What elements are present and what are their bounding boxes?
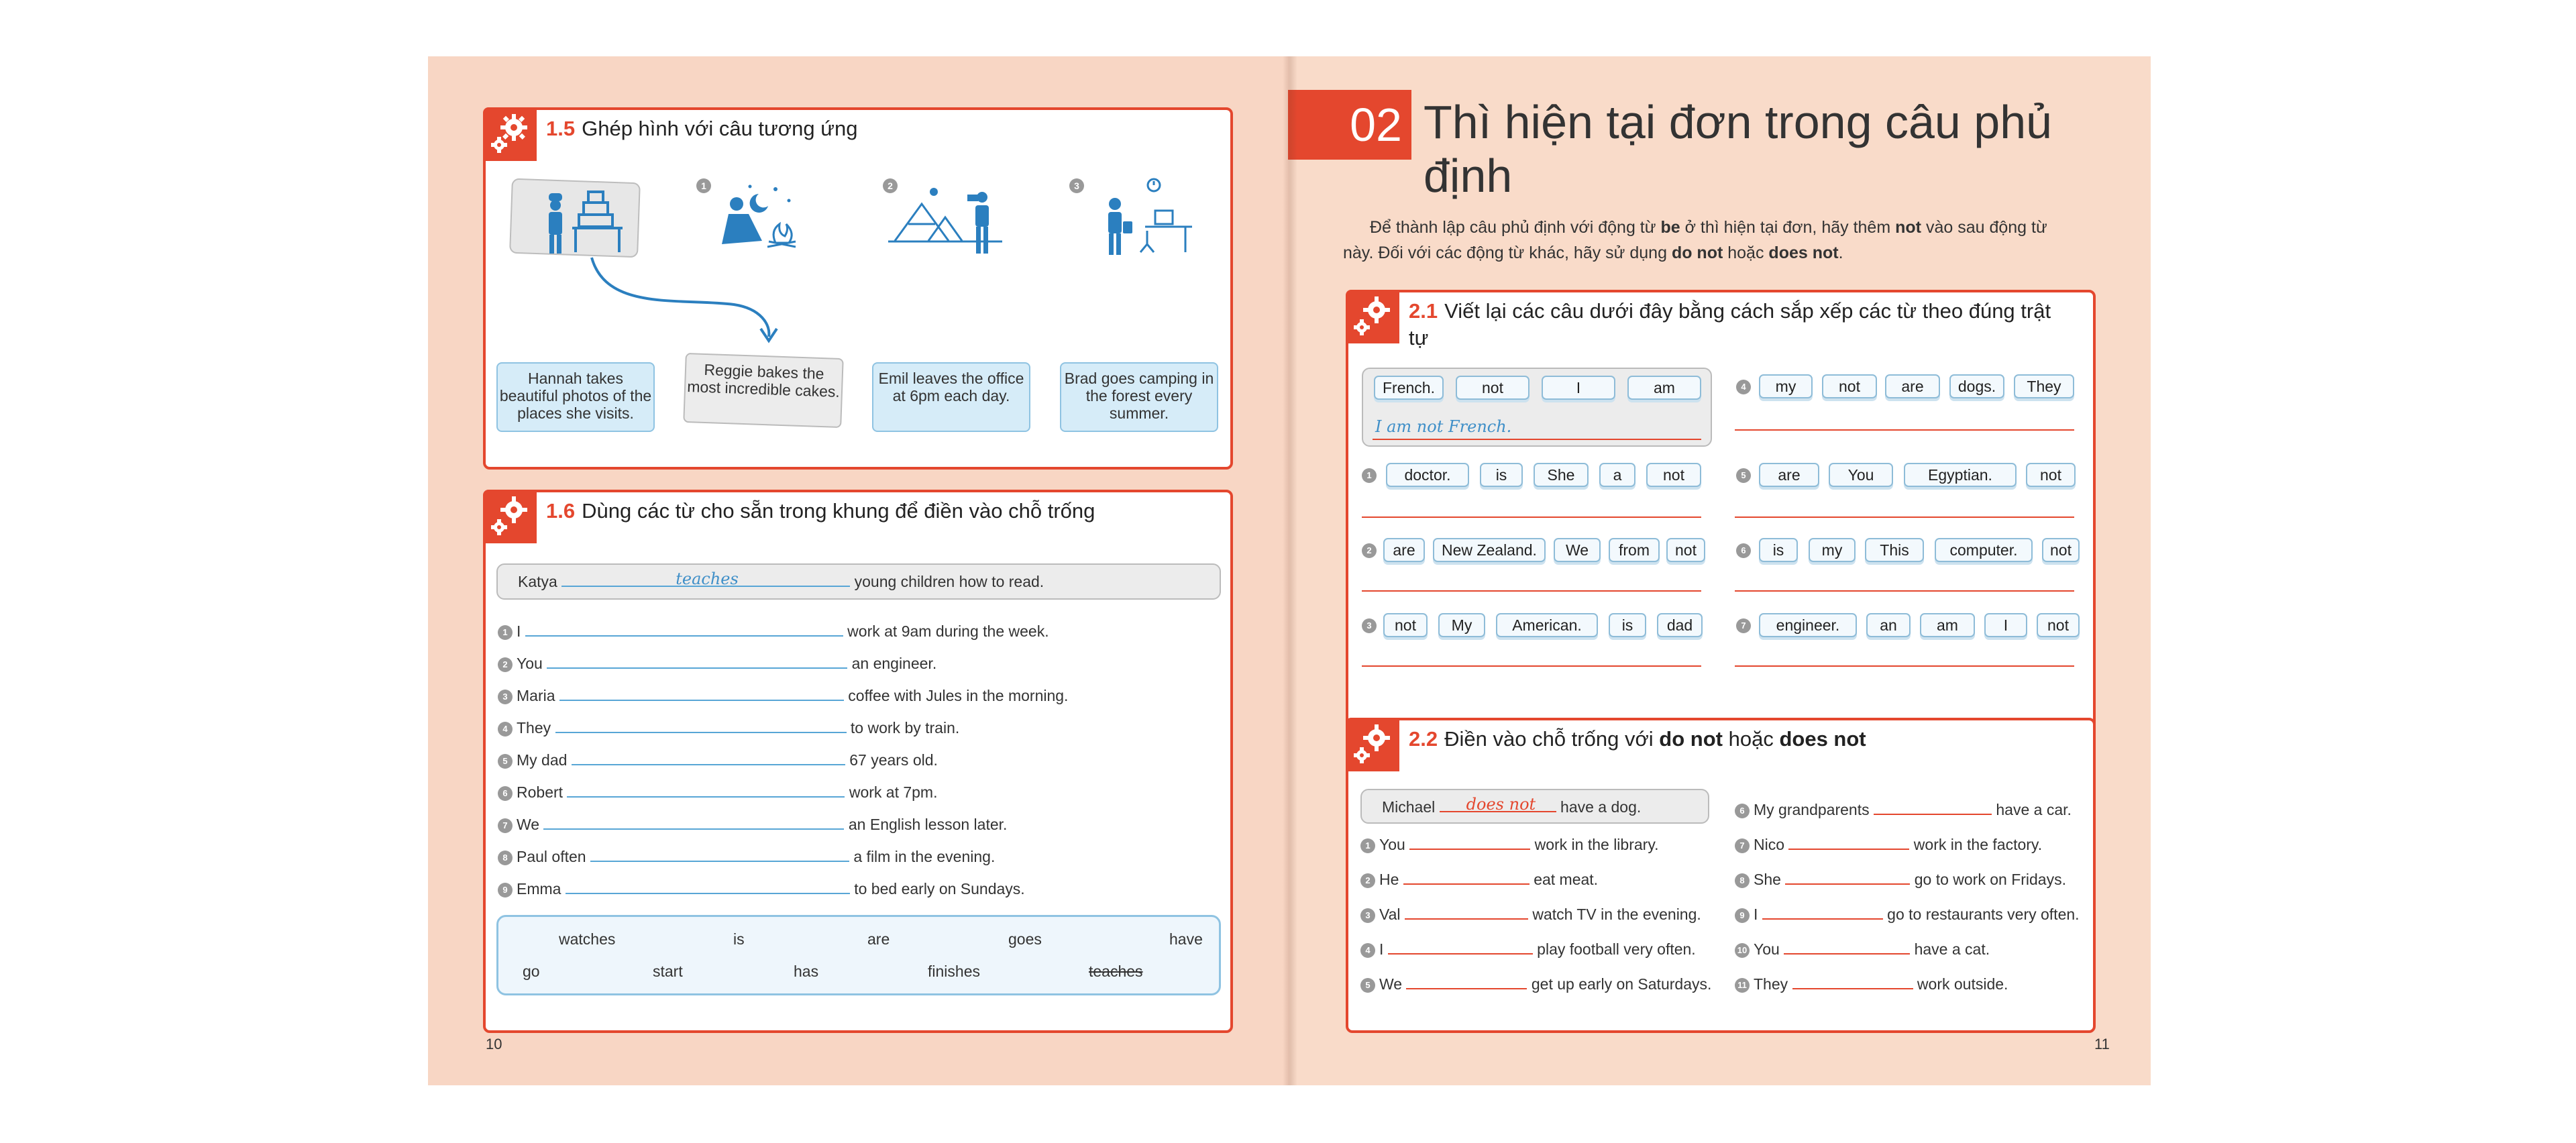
picture-2 (881, 177, 1016, 264)
gear-icon (483, 490, 537, 543)
word-tile[interactable]: am (1920, 613, 1975, 637)
fill-row-6: 6 My grandparents have a car. (1735, 801, 2072, 819)
caption-4: Brad goes camping in the forest every summer. (1060, 362, 1218, 432)
exercise-2-1 (1346, 290, 2096, 754)
fill-row-3: 3 Val watch TV in the evening. (1360, 906, 1701, 924)
fill-row-3: 3 Maria coffee with Jules in the morning. (498, 687, 1068, 705)
example-answer: I am not French. (1375, 417, 1512, 436)
caption-2: Reggie bakes the most incredible cakes. (683, 353, 843, 428)
fill-row-1: 1 You work in the library. (1360, 836, 1659, 854)
answer-line[interactable] (1362, 516, 1701, 518)
exercise-1-6 (483, 490, 1233, 1033)
unit-number-badge: 02 (1288, 90, 1411, 160)
word-tile[interactable]: is (1609, 613, 1646, 637)
exercise-title: 1.5 Ghép hình với câu tương ứng (546, 117, 858, 140)
word-tile[interactable]: not (1646, 463, 1701, 487)
bank-word: watches (559, 930, 616, 948)
answer-line[interactable] (1735, 665, 2074, 667)
word-tile[interactable]: not (1822, 374, 1877, 398)
word-tile[interactable]: New Zealand. (1433, 538, 1546, 562)
answer-blank[interactable] (1785, 871, 1910, 885)
word-tile[interactable]: computer. (1935, 538, 2033, 562)
answer-blank[interactable] (572, 752, 845, 765)
exercise-2-2 (1346, 718, 2096, 1033)
word-tile[interactable]: my (1759, 374, 1813, 398)
word-tile[interactable]: We (1554, 538, 1601, 562)
word-tile[interactable]: They (2014, 374, 2074, 398)
item-number: 3 (1362, 618, 1377, 633)
answer-blank[interactable] (1762, 906, 1883, 920)
match-arrow (580, 251, 781, 345)
word-tile[interactable]: I (1542, 376, 1615, 400)
item-number: 1 (1362, 468, 1377, 483)
word-tile[interactable]: not (1383, 613, 1428, 637)
gear-icon (1346, 290, 1399, 343)
word-tile[interactable]: are (1383, 538, 1425, 562)
fill-row-4: 4 They to work by train. (498, 719, 959, 737)
word-tile[interactable]: French. (1374, 376, 1444, 400)
caption-3: Emil leaves the office at 6pm each day. (872, 362, 1030, 432)
fill-row-10: 10 You have a cat. (1735, 940, 1990, 959)
page-number-left: 10 (486, 1036, 502, 1052)
answer-blank[interactable] (567, 784, 845, 798)
answer-blank[interactable] (547, 655, 847, 669)
fill-row-2: 2 You an engineer. (498, 655, 936, 673)
answer-line[interactable] (1362, 590, 1701, 592)
answer-blank[interactable] (1388, 941, 1533, 955)
answer-blank[interactable] (566, 881, 850, 894)
fill-row-5: 5 We get up early on Saturdays. (1360, 975, 1711, 993)
word-tile[interactable]: doctor. (1386, 463, 1469, 487)
item-number: 2 (1362, 543, 1377, 558)
word-tile[interactable]: is (1480, 463, 1523, 487)
example-row: Michael does not have a dog. (1382, 795, 1642, 816)
bank-word: go (523, 963, 540, 980)
fill-row-2: 2 He eat meat. (1360, 871, 1598, 889)
gear-icon (1346, 718, 1399, 771)
answer-line[interactable] (1735, 429, 2074, 431)
answer-blank[interactable] (1406, 976, 1527, 989)
picture-3 (1068, 177, 1202, 264)
word-tile[interactable]: My (1438, 613, 1485, 637)
book-spread (428, 56, 2151, 1085)
answer-blank[interactable] (1409, 836, 1530, 850)
example-answer: does not (1466, 795, 1536, 814)
example-row: Katya teaches young children how to read. (518, 569, 1044, 590)
word-tile[interactable]: She (1534, 463, 1589, 487)
answer-line[interactable] (1735, 516, 2074, 518)
bank-word: goes (1008, 930, 1042, 948)
item-number: 5 (1736, 468, 1751, 483)
fill-row-8: 8 She go to work on Fridays. (1735, 871, 2066, 889)
word-tile[interactable]: is (1759, 538, 1798, 562)
answer-blank[interactable] (1874, 802, 1992, 815)
fill-row-7: 7 Nico work in the factory. (1735, 836, 2042, 854)
word-tile[interactable]: not (1666, 538, 1705, 562)
word-tile[interactable]: dad (1657, 613, 1703, 637)
word-tile[interactable]: are (1885, 374, 1940, 398)
fill-row-8: 8 Paul often a film in the evening. (498, 848, 995, 866)
word-tile[interactable]: not (2026, 463, 2076, 487)
word-tile[interactable]: not (2042, 538, 2080, 562)
picture-number: 2 (883, 178, 898, 193)
answer-blank[interactable] (543, 816, 844, 830)
exercise-1-5 (483, 107, 1233, 470)
unit-title: Thì hiện tại đơn trong câu phủ định (1424, 96, 2053, 202)
bank-word: is (733, 930, 745, 948)
word-tile[interactable]: engineer. (1759, 613, 1857, 637)
bank-word: finishes (928, 963, 980, 980)
left-page (428, 56, 1289, 1085)
answer-blank[interactable] (1792, 976, 1913, 989)
fill-row-5: 5 My dad 67 years old. (498, 751, 938, 769)
fill-row-7: 7 We an English lesson later. (498, 816, 1007, 834)
word-tile[interactable]: am (1627, 376, 1701, 400)
answer-line (1373, 439, 1701, 440)
word-tile[interactable]: I (1984, 613, 2027, 637)
word-bank (496, 915, 1221, 995)
exercise-title: 2.1 Viết lại các câu dưới đây bằng cách sắp xếp các từ theo đúng trật tự (1409, 299, 2051, 350)
exercise-title: 1.6 Dùng các từ cho sẵn trong khung để điền vào chỗ trống (546, 499, 1095, 523)
answer-blank[interactable] (1405, 906, 1528, 920)
item-number: 6 (1736, 543, 1751, 558)
answer-blank[interactable] (590, 849, 849, 862)
bank-word: are (867, 930, 890, 948)
bank-word: start (653, 963, 683, 980)
office-worker-clock-icon (1068, 177, 1202, 264)
fill-row-4: 4 I play football very often. (1360, 940, 1696, 959)
answer-blank[interactable] (525, 623, 843, 637)
exercise-title: 2.2 Điền vào chỗ trống với do not hoặc does not (1409, 727, 1866, 751)
answer-blank[interactable] (555, 720, 847, 733)
item-number: 4 (1736, 380, 1751, 394)
pyramids-photographer-icon (881, 177, 1016, 264)
word-tile[interactable]: not (2037, 613, 2080, 637)
word-tile[interactable]: from (1609, 538, 1660, 562)
bank-word: have (1169, 930, 1203, 948)
right-page (1289, 56, 2151, 1085)
word-tile[interactable]: Egyptian. (1904, 463, 2017, 487)
book-spine (1283, 56, 1297, 1085)
gear-icon (483, 107, 537, 161)
answer-blank[interactable] (559, 688, 844, 701)
answer-blank[interactable] (1788, 836, 1909, 850)
answer-line[interactable] (1362, 665, 1701, 667)
bank-word: has (794, 963, 819, 980)
answer-line[interactable] (1735, 590, 2074, 592)
item-number: 7 (1736, 618, 1751, 633)
intro-text: Để thành lập câu phủ định với động từ be ở thì hiện tại đơn, hãy thêm not vào sau động từ này. Đối với các động từ khác, hãy sử dụng do not hoặc does not. (1343, 218, 2047, 262)
answer-blank[interactable] (1784, 941, 1910, 955)
word-tile[interactable]: not (1456, 376, 1529, 400)
word-tile[interactable]: an (1866, 613, 1911, 637)
caption-1: Hannah takes beautiful photos of the places she visits. (496, 362, 655, 432)
example-answer: teaches (676, 569, 739, 588)
fill-row-9: 9 Emma to bed early on Sundays. (498, 880, 1025, 898)
fill-row-1: 1 I work at 9am during the week. (498, 622, 1049, 641)
picture-number: 1 (696, 178, 711, 193)
fill-row-6: 6 Robert work at 7pm. (498, 783, 937, 802)
word-tile[interactable]: are (1759, 463, 1819, 487)
fill-row-9: 9 I go to restaurants very often. (1735, 906, 2080, 924)
word-tile[interactable]: my (1809, 538, 1856, 562)
word-tile[interactable]: a (1599, 463, 1635, 487)
word-tile[interactable]: This (1865, 538, 1924, 562)
page-number-right: 11 (2094, 1036, 2110, 1052)
word-tile[interactable]: You (1829, 463, 1893, 487)
word-tile[interactable]: American. (1496, 613, 1598, 637)
bank-word-used: teaches (1089, 963, 1143, 980)
fill-row-11: 11 They work outside. (1735, 975, 2008, 993)
picture-number: 3 (1069, 178, 1084, 193)
word-tile[interactable]: dogs. (1949, 374, 2004, 398)
answer-blank[interactable] (1403, 871, 1529, 885)
